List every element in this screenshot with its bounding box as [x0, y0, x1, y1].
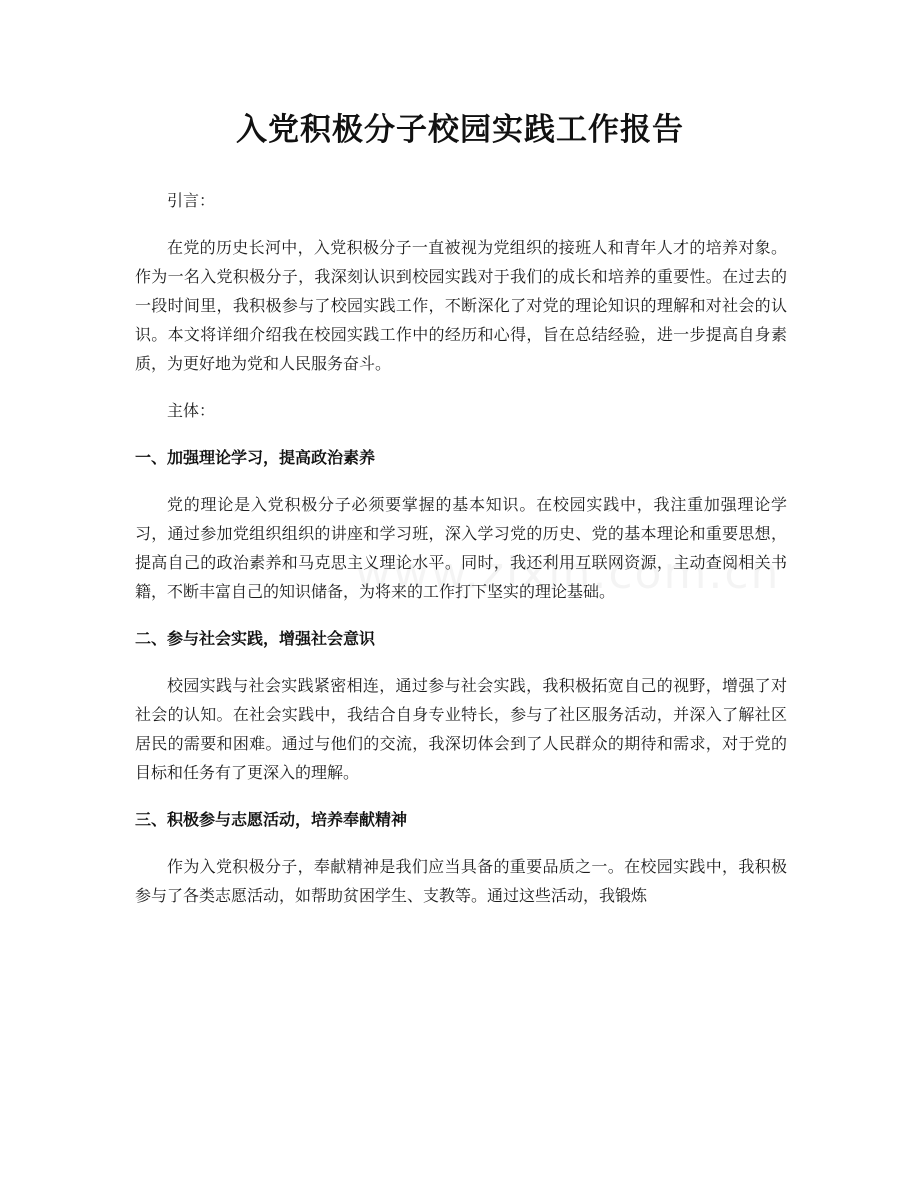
section-paragraph-3: 作为入党积极分子，奉献精神是我们应当具备的重要品质之一。在校园实践中，我积极参与了各类志愿活动，如帮助贫困学生、支教等。通过这些活动，我锻炼 — [135, 857, 787, 905]
section-paragraph-2: 校园实践与社会实践紧密相连，通过参与社会实践，我积极拓宽自己的视野，增强了对社会的认知。在社会实践中，我结合自身专业特长，参与了社区服务活动，并深入了解社区居民的需要和困难。通过与他们的交流，我深切体会到了人民群众的期待和需求，对于党的目标和任务有了更深入的理解。 — [135, 676, 787, 782]
intro-label: 引言： — [167, 191, 216, 210]
body-label: 主体： — [167, 401, 216, 420]
intro-paragraph: 在党的历史长河中，入党积极分子一直被视为党组织的接班人和青年人才的培养对象。作为一名入党积极分子，我深刻认识到校园实践对于我们的成长和培养的重要性。在过去的一段时间里，我积极参与了校园实践工作，不断深化了对党的理论知识的理解和对社会的认识。本文将详细介绍我在校园实践工作中的经历和心得，旨在总结经验，进一步提高自身素质，为更好地为党和人民服务奋斗。 — [135, 238, 787, 373]
document-body — [135, 186, 787, 928]
section-heading-2: 二、参与社会实践，增强社会意识 — [135, 629, 376, 648]
section-heading-1: 一、加强理论学习，提高政治素养 — [135, 448, 376, 467]
document-title: 入党积极分子校园实践工作报告 — [236, 112, 684, 148]
section-heading-3: 三、积极参与志愿活动，培养奉献精神 — [135, 810, 408, 829]
section-paragraph-1: 党的理论是入党积极分子必须要掌握的基本知识。在校园实践中，我注重加强理论学习，通过参加党组织组织的讲座和学习班，深入学习党的历史、党的基本理论和重要思想，提高自己的政治素养和马克思主义理论水平。同时，我还利用互联网资源，主动查阅相关书籍，不断丰富自己的知识储备，为将来的工作打下坚实的理论基础。 — [135, 495, 787, 601]
